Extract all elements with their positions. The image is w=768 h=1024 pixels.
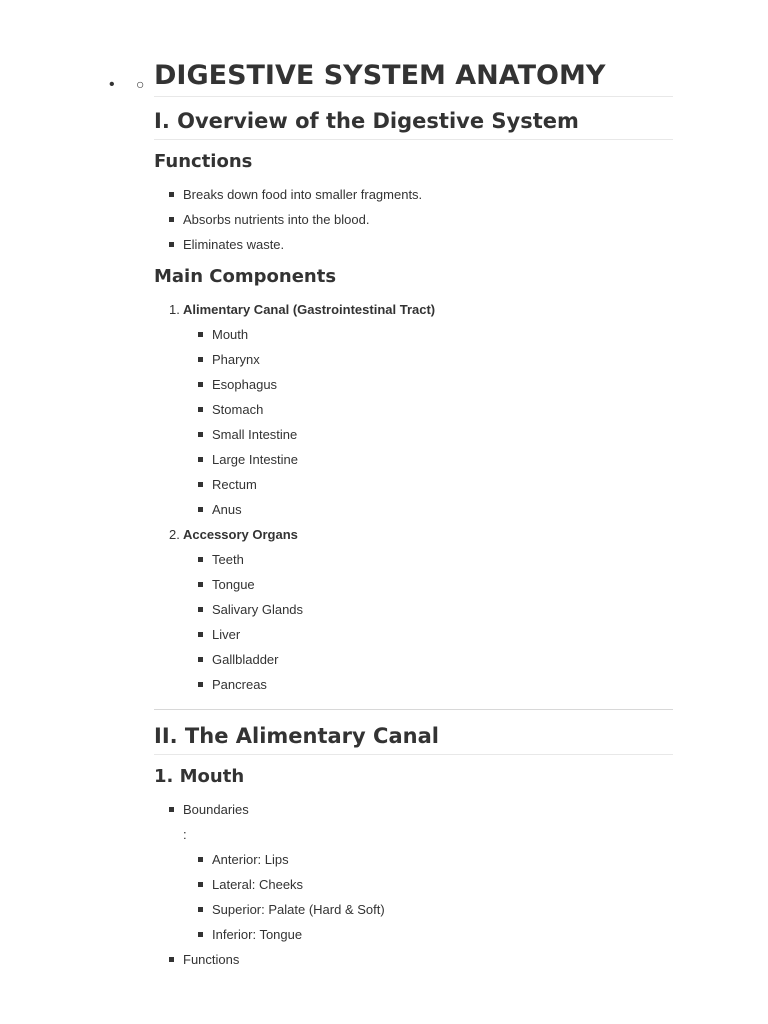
- functions-list: [154, 182, 673, 257]
- list-item: Esophagus: [183, 372, 673, 397]
- outer-list-bullet: •: [109, 76, 115, 93]
- list-item: Absorbs nutrients into the blood.: [154, 207, 673, 232]
- component-title: Alimentary Canal (Gastrointestinal Tract): [183, 302, 436, 317]
- list-item: Pharynx: [183, 347, 673, 372]
- section-alimentary-canal-heading: II. The Alimentary Canal: [154, 718, 673, 755]
- list-number: 1.: [169, 302, 180, 317]
- list-item: Anus: [183, 497, 673, 522]
- list-item: Large Intestine: [183, 447, 673, 472]
- boundaries-label: Boundaries: [183, 802, 249, 817]
- component-alimentary-canal: [154, 297, 673, 522]
- list-number: 2.: [169, 527, 180, 542]
- list-item: Teeth: [183, 547, 673, 572]
- list-item: Mouth: [183, 322, 673, 347]
- mouth-heading: 1. Mouth: [154, 766, 245, 787]
- boundaries-colon: :: [183, 827, 187, 842]
- accessory-organs-list: [183, 547, 673, 697]
- functions-heading: Functions: [154, 151, 253, 172]
- list-item: Gallbladder: [183, 647, 673, 672]
- list-item: Inferior: Tongue: [183, 922, 673, 947]
- list-item: Small Intestine: [183, 422, 673, 447]
- list-item: Stomach: [183, 397, 673, 422]
- list-item: Anterior: Lips: [183, 847, 673, 872]
- section-overview-heading: I. Overview of the Digestive System: [154, 103, 673, 140]
- section-divider: [154, 709, 673, 710]
- main-components-heading: Main Components: [154, 266, 337, 287]
- boundaries-list: [154, 847, 673, 947]
- list-item: Breaks down food into smaller fragments.: [154, 182, 673, 207]
- list-item: Rectum: [183, 472, 673, 497]
- list-item: Pancreas: [183, 672, 673, 697]
- list-item: Superior: Palate (Hard & Soft): [183, 897, 673, 922]
- components-list: [154, 297, 673, 697]
- mouth-functions-list: [154, 947, 673, 972]
- boundaries-item: [154, 797, 673, 822]
- list-item: Lateral: Cheeks: [183, 872, 673, 897]
- mouth-list: [154, 797, 673, 822]
- functions-item: Functions: [154, 947, 673, 972]
- list-item: Tongue: [183, 572, 673, 597]
- list-item: Liver: [183, 622, 673, 647]
- document-content: [154, 58, 673, 972]
- component-title: Accessory Organs: [183, 527, 298, 542]
- list-item: Salivary Glands: [183, 597, 673, 622]
- inner-list-bullet: ○: [136, 76, 145, 92]
- list-item: Eliminates waste.: [154, 232, 673, 257]
- component-accessory-organs: [154, 522, 673, 697]
- alimentary-canal-parts: [183, 322, 673, 522]
- document-title: DIGESTIVE SYSTEM ANATOMY: [154, 58, 673, 97]
